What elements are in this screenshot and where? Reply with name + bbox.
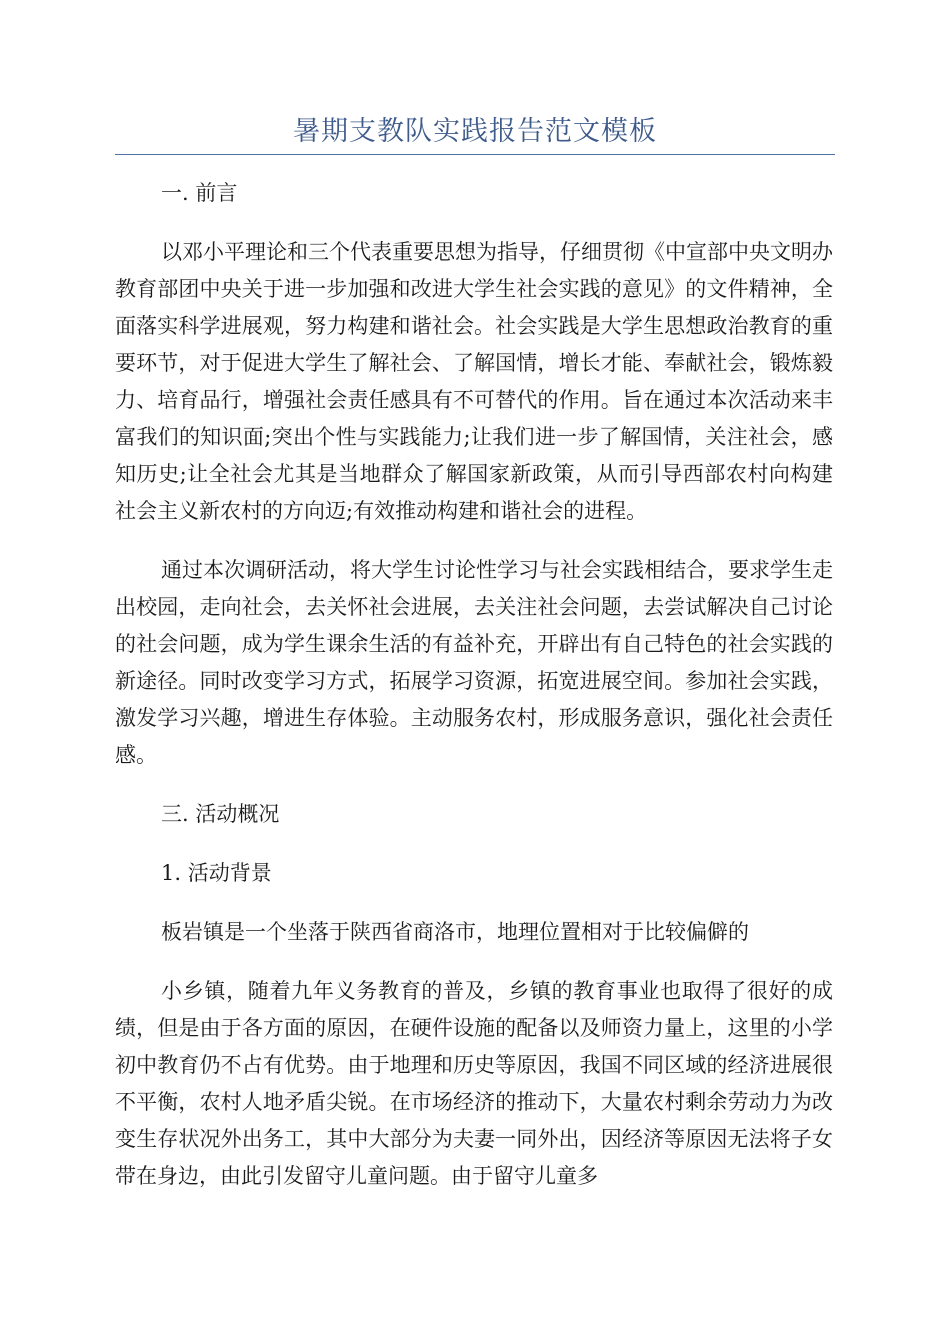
document-title: 暑期支教队实践报告范文模板: [293, 116, 657, 147]
title-underline: [115, 154, 835, 155]
document-body: [115, 175, 833, 1217]
paragraph: 小乡镇，随着九年义务教育的普及，乡镇的教育事业也取得了很好的成绩，但是由于各方面的原因，在硬件设施的配备以及师资力量上，这里的小学初中教育仍不占有优势。由于地理和历史等原因，我国不同区域的经济进展很不平衡，农村人地矛盾尖锐。在市场经济的推动下，大量农村剩余劳动力为改变生存状况外出务工，其中大部分为夫妻一同外出，因经济等原因无法将子女带在身边，由此引发留守儿童问题。由于留守儿童多: [115, 979, 833, 1188]
paragraph: 板岩镇是一个坐落于陕西省商洛市，地理位置相对于比较偏僻的: [161, 920, 749, 944]
section-heading-overview: 三. 活动概况: [161, 802, 280, 826]
section-heading-preface: 一. 前言: [161, 181, 238, 205]
paragraph: 通过本次调研活动，将大学生讨论性学习与社会实践相结合，要求学生走出校园，走向社会，去关怀社会进展，去关注社会问题，去尝试解决自己讨论的社会问题，成为学生课余生活的有益补充，开辟出有自己特色的社会实践的新途径。同时改变学习方式，拓展学习资源，拓宽进展空间。参加社会实践，激发学习兴趣，增进生存体验。主动服务农村，形成服务意识，强化社会责任感。: [115, 558, 833, 767]
paragraph: 以邓小平理论和三个代表重要思想为指导，仔细贯彻《中宣部中央文明办教育部团中央关于进一步加强和改进大学生社会实践的意见》的文件精神，全面落实科学进展观，努力构建和谐社会。社会实践是大学生思想政治教育的重要环节，对于促进大学生了解社会、了解国情，增长才能、奉献社会，锻炼毅力、培育品行，增强社会责任感具有不可替代的作用。旨在通过本次活动来丰富我们的知识面;突出个性与实践能力;让我们进一步了解国情，关注社会，感知历史;让全社会尤其是当地群众了解国家新政策，从而引导西部农村向构建社会主义新农村的方向迈;有效推动构建和谐社会的进程。: [115, 240, 833, 523]
subsection-heading-background: 1. 活动背景: [161, 861, 272, 885]
